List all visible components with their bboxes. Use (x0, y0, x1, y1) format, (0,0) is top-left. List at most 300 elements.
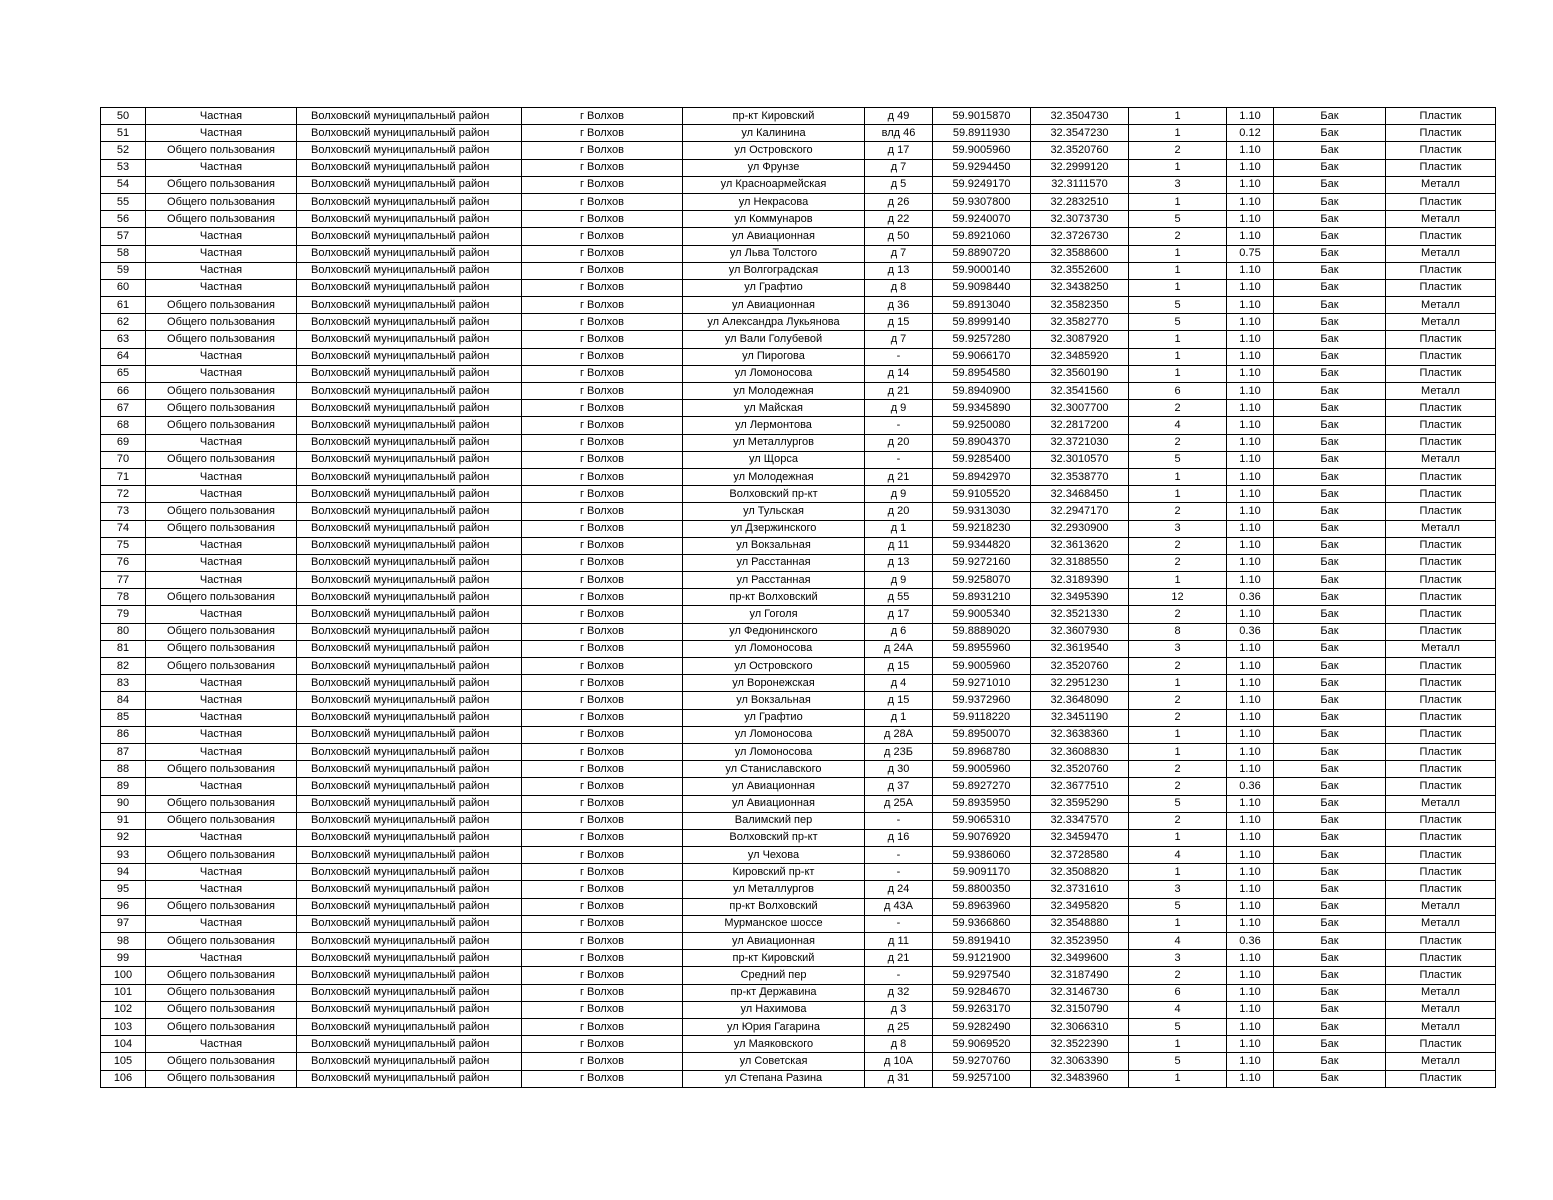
container-count-cell: 2 (1129, 606, 1227, 623)
latitude-cell: 59.9250080 (933, 417, 1031, 434)
district-cell: Волховский муниципальный район (297, 933, 522, 950)
material-cell: Пластик (1386, 606, 1496, 623)
volume-cell: 1.10 (1227, 761, 1274, 778)
volume-cell: 1.10 (1227, 537, 1274, 554)
container-type-cell: Бак (1274, 108, 1386, 125)
latitude-cell: 59.9344820 (933, 537, 1031, 554)
material-cell: Металл (1386, 915, 1496, 932)
longitude-cell: 32.3146730 (1031, 984, 1129, 1001)
street-cell: ул Щорса (683, 451, 865, 468)
table-row (101, 812, 1496, 829)
district-cell: Волховский муниципальный район (297, 795, 522, 812)
ownership-cell: Общего пользования (146, 1053, 297, 1070)
latitude-cell: 59.9257280 (933, 331, 1031, 348)
container-count-cell: 2 (1129, 658, 1227, 675)
table-row (101, 709, 1496, 726)
container-count-cell: 3 (1129, 881, 1227, 898)
house-cell: д 5 (865, 176, 933, 193)
row-number-cell: 69 (101, 434, 146, 451)
row-number-cell: 57 (101, 228, 146, 245)
table-row (101, 314, 1496, 331)
house-cell: д 28А (865, 726, 933, 743)
district-cell: Волховский муниципальный район (297, 193, 522, 210)
table-row (101, 864, 1496, 881)
container-type-cell: Бак (1274, 554, 1386, 571)
city-cell: г Волхов (522, 812, 683, 829)
district-cell: Волховский муниципальный район (297, 658, 522, 675)
district-cell: Волховский муниципальный район (297, 554, 522, 571)
street-cell: ул Авиационная (683, 795, 865, 812)
container-type-cell: Бак (1274, 451, 1386, 468)
container-count-cell: 1 (1129, 348, 1227, 365)
district-cell: Волховский муниципальный район (297, 537, 522, 554)
district-cell: Волховский муниципальный район (297, 228, 522, 245)
street-cell: ул Островского (683, 142, 865, 159)
volume-cell: 1.10 (1227, 211, 1274, 228)
volume-cell: 1.10 (1227, 383, 1274, 400)
longitude-cell: 32.3547230 (1031, 125, 1129, 142)
city-cell: г Волхов (522, 1070, 683, 1087)
city-cell: г Волхов (522, 1036, 683, 1053)
ownership-cell: Общего пользования (146, 314, 297, 331)
district-cell: Волховский муниципальный район (297, 125, 522, 142)
city-cell: г Волхов (522, 915, 683, 932)
street-cell: Волховский пр-кт (683, 486, 865, 503)
ownership-cell: Общего пользования (146, 967, 297, 984)
street-cell: Средний пер (683, 967, 865, 984)
house-cell: д 8 (865, 279, 933, 296)
container-type-cell: Бак (1274, 176, 1386, 193)
city-cell: г Волхов (522, 159, 683, 176)
house-cell: д 1 (865, 709, 933, 726)
table-row (101, 778, 1496, 795)
ownership-cell: Общего пользования (146, 417, 297, 434)
container-count-cell: 2 (1129, 709, 1227, 726)
city-cell: г Волхов (522, 434, 683, 451)
latitude-cell: 59.9307800 (933, 193, 1031, 210)
longitude-cell: 32.3538770 (1031, 468, 1129, 485)
longitude-cell: 32.3495820 (1031, 898, 1129, 915)
table-row (101, 881, 1496, 898)
container-count-cell: 1 (1129, 829, 1227, 846)
district-cell: Волховский муниципальный район (297, 761, 522, 778)
city-cell: г Волхов (522, 554, 683, 571)
table-row (101, 159, 1496, 176)
container-type-cell: Бак (1274, 193, 1386, 210)
table-body (101, 108, 1496, 1088)
district-cell: Волховский муниципальный район (297, 262, 522, 279)
district-cell: Волховский муниципальный район (297, 211, 522, 228)
longitude-cell: 32.3731610 (1031, 881, 1129, 898)
ownership-cell: Частная (146, 675, 297, 692)
volume-cell: 1.10 (1227, 279, 1274, 296)
table-row (101, 279, 1496, 296)
latitude-cell: 59.8955960 (933, 640, 1031, 657)
district-cell: Волховский муниципальный район (297, 881, 522, 898)
house-cell: д 3 (865, 1001, 933, 1018)
volume-cell: 1.10 (1227, 658, 1274, 675)
table-row (101, 984, 1496, 1001)
district-cell: Волховский муниципальный район (297, 520, 522, 537)
longitude-cell: 32.3066310 (1031, 1018, 1129, 1035)
city-cell: г Волхов (522, 984, 683, 1001)
row-number-cell: 50 (101, 108, 146, 125)
street-cell: ул Ломоносова (683, 726, 865, 743)
table-row (101, 434, 1496, 451)
material-cell: Пластик (1386, 692, 1496, 709)
volume-cell: 0.75 (1227, 245, 1274, 262)
row-number-cell: 94 (101, 864, 146, 881)
material-cell: Пластик (1386, 486, 1496, 503)
container-type-cell: Бак (1274, 279, 1386, 296)
row-number-cell: 88 (101, 761, 146, 778)
container-count-cell: 5 (1129, 898, 1227, 915)
street-cell: ул Волгоградская (683, 262, 865, 279)
row-number-cell: 58 (101, 245, 146, 262)
district-cell: Волховский муниципальный район (297, 829, 522, 846)
latitude-cell: 59.9284670 (933, 984, 1031, 1001)
latitude-cell: 59.9313030 (933, 503, 1031, 520)
table-row (101, 400, 1496, 417)
city-cell: г Волхов (522, 967, 683, 984)
container-count-cell: 2 (1129, 142, 1227, 159)
house-cell: д 15 (865, 692, 933, 709)
table-row (101, 967, 1496, 984)
city-cell: г Волхов (522, 726, 683, 743)
street-cell: ул Юрия Гагарина (683, 1018, 865, 1035)
ownership-cell: Частная (146, 262, 297, 279)
district-cell: Волховский муниципальный район (297, 640, 522, 657)
row-number-cell: 78 (101, 589, 146, 606)
row-number-cell: 93 (101, 847, 146, 864)
house-cell: д 25А (865, 795, 933, 812)
house-cell: - (865, 812, 933, 829)
table-row (101, 383, 1496, 400)
longitude-cell: 32.3468450 (1031, 486, 1129, 503)
container-count-cell: 6 (1129, 383, 1227, 400)
container-type-cell: Бак (1274, 383, 1386, 400)
latitude-cell: 59.9282490 (933, 1018, 1031, 1035)
street-cell: ул Графтио (683, 279, 865, 296)
volume-cell: 1.10 (1227, 486, 1274, 503)
container-count-cell: 1 (1129, 572, 1227, 589)
row-number-cell: 84 (101, 692, 146, 709)
table-row (101, 675, 1496, 692)
container-count-cell: 1 (1129, 331, 1227, 348)
city-cell: г Волхов (522, 262, 683, 279)
ownership-cell: Частная (146, 434, 297, 451)
longitude-cell: 32.3007700 (1031, 400, 1129, 417)
container-type-cell: Бак (1274, 348, 1386, 365)
ownership-cell: Частная (146, 108, 297, 125)
latitude-cell: 59.8904370 (933, 434, 1031, 451)
latitude-cell: 59.9285400 (933, 451, 1031, 468)
row-number-cell: 61 (101, 297, 146, 314)
latitude-cell: 59.8800350 (933, 881, 1031, 898)
longitude-cell: 32.3677510 (1031, 778, 1129, 795)
latitude-cell: 59.8968780 (933, 743, 1031, 760)
city-cell: г Волхов (522, 572, 683, 589)
city-cell: г Волхов (522, 400, 683, 417)
city-cell: г Волхов (522, 1053, 683, 1070)
material-cell: Пластик (1386, 709, 1496, 726)
latitude-cell: 59.9272160 (933, 554, 1031, 571)
volume-cell: 1.10 (1227, 606, 1274, 623)
table-row (101, 1053, 1496, 1070)
house-cell: д 25 (865, 1018, 933, 1035)
city-cell: г Волхов (522, 503, 683, 520)
ownership-cell: Частная (146, 881, 297, 898)
material-cell: Пластик (1386, 554, 1496, 571)
volume-cell: 1.10 (1227, 417, 1274, 434)
house-cell: д 32 (865, 984, 933, 1001)
row-number-cell: 65 (101, 365, 146, 382)
city-cell: г Волхов (522, 1018, 683, 1035)
material-cell: Пластик (1386, 572, 1496, 589)
city-cell: г Волхов (522, 606, 683, 623)
volume-cell: 1.10 (1227, 176, 1274, 193)
material-cell: Пластик (1386, 933, 1496, 950)
district-cell: Волховский муниципальный район (297, 348, 522, 365)
table-row (101, 537, 1496, 554)
row-number-cell: 100 (101, 967, 146, 984)
container-count-cell: 1 (1129, 486, 1227, 503)
volume-cell: 1.10 (1227, 692, 1274, 709)
district-cell: Волховский муниципальный район (297, 812, 522, 829)
street-cell: ул Калинина (683, 125, 865, 142)
longitude-cell: 32.3613620 (1031, 537, 1129, 554)
volume-cell: 1.10 (1227, 572, 1274, 589)
ownership-cell: Частная (146, 829, 297, 846)
street-cell: ул Расстанная (683, 572, 865, 589)
table-row (101, 898, 1496, 915)
street-cell: ул Ломоносова (683, 743, 865, 760)
longitude-cell: 32.3582770 (1031, 314, 1129, 331)
district-cell: Волховский муниципальный район (297, 572, 522, 589)
container-count-cell: 6 (1129, 984, 1227, 1001)
district-cell: Волховский муниципальный район (297, 692, 522, 709)
volume-cell: 1.10 (1227, 348, 1274, 365)
longitude-cell: 32.3721030 (1031, 434, 1129, 451)
city-cell: г Волхов (522, 176, 683, 193)
ownership-cell: Общего пользования (146, 933, 297, 950)
table-row (101, 606, 1496, 623)
material-cell: Металл (1386, 297, 1496, 314)
container-type-cell: Бак (1274, 572, 1386, 589)
row-number-cell: 99 (101, 950, 146, 967)
house-cell: д 16 (865, 829, 933, 846)
ownership-cell: Частная (146, 159, 297, 176)
ownership-cell: Частная (146, 365, 297, 382)
house-cell: д 21 (865, 468, 933, 485)
volume-cell: 1.10 (1227, 331, 1274, 348)
ownership-cell: Частная (146, 915, 297, 932)
table-row (101, 1070, 1496, 1087)
city-cell: г Волхов (522, 898, 683, 915)
street-cell: ул Ломоносова (683, 640, 865, 657)
house-cell: д 21 (865, 383, 933, 400)
container-count-cell: 2 (1129, 692, 1227, 709)
container-count-cell: 4 (1129, 933, 1227, 950)
city-cell: г Волхов (522, 795, 683, 812)
latitude-cell: 59.9345890 (933, 400, 1031, 417)
street-cell: Валимский пер (683, 812, 865, 829)
house-cell: - (865, 967, 933, 984)
container-type-cell: Бак (1274, 245, 1386, 262)
ownership-cell: Частная (146, 245, 297, 262)
volume-cell: 1.10 (1227, 847, 1274, 864)
material-cell: Металл (1386, 1053, 1496, 1070)
container-type-cell: Бак (1274, 503, 1386, 520)
longitude-cell: 32.3560190 (1031, 365, 1129, 382)
container-count-cell: 3 (1129, 176, 1227, 193)
street-cell: ул Фрунзе (683, 159, 865, 176)
district-cell: Волховский муниципальный район (297, 864, 522, 881)
city-cell: г Волхов (522, 486, 683, 503)
ownership-cell: Частная (146, 125, 297, 142)
container-count-cell: 1 (1129, 915, 1227, 932)
city-cell: г Волхов (522, 778, 683, 795)
container-count-cell: 1 (1129, 743, 1227, 760)
ownership-cell: Общего пользования (146, 193, 297, 210)
house-cell: д 23Б (865, 743, 933, 760)
material-cell: Пластик (1386, 125, 1496, 142)
container-type-cell: Бак (1274, 486, 1386, 503)
ownership-cell: Общего пользования (146, 761, 297, 778)
container-count-cell: 3 (1129, 520, 1227, 537)
container-count-cell: 5 (1129, 297, 1227, 314)
row-number-cell: 52 (101, 142, 146, 159)
container-count-cell: 1 (1129, 279, 1227, 296)
row-number-cell: 64 (101, 348, 146, 365)
material-cell: Пластик (1386, 537, 1496, 554)
district-cell: Волховский муниципальный район (297, 400, 522, 417)
material-cell: Пластик (1386, 159, 1496, 176)
district-cell: Волховский муниципальный район (297, 1053, 522, 1070)
district-cell: Волховский муниципальный район (297, 709, 522, 726)
container-count-cell: 5 (1129, 211, 1227, 228)
material-cell: Пластик (1386, 365, 1496, 382)
latitude-cell: 59.9091170 (933, 864, 1031, 881)
table-row (101, 658, 1496, 675)
district-cell: Волховский муниципальный район (297, 365, 522, 382)
row-number-cell: 68 (101, 417, 146, 434)
house-cell: д 11 (865, 933, 933, 950)
house-cell: д 17 (865, 142, 933, 159)
city-cell: г Волхов (522, 761, 683, 778)
district-cell: Волховский муниципальный район (297, 468, 522, 485)
district-cell: Волховский муниципальный район (297, 898, 522, 915)
row-number-cell: 106 (101, 1070, 146, 1087)
street-cell: ул Воронежская (683, 675, 865, 692)
longitude-cell: 32.3648090 (1031, 692, 1129, 709)
ownership-cell: Общего пользования (146, 520, 297, 537)
container-type-cell: Бак (1274, 159, 1386, 176)
house-cell: д 55 (865, 589, 933, 606)
material-cell: Пластик (1386, 675, 1496, 692)
longitude-cell: 32.3608830 (1031, 743, 1129, 760)
latitude-cell: 59.9218230 (933, 520, 1031, 537)
house-cell: д 10А (865, 1053, 933, 1070)
district-cell: Волховский муниципальный район (297, 1036, 522, 1053)
district-cell: Волховский муниципальный район (297, 503, 522, 520)
volume-cell: 1.10 (1227, 193, 1274, 210)
container-type-cell: Бак (1274, 211, 1386, 228)
latitude-cell: 59.9372960 (933, 692, 1031, 709)
latitude-cell: 59.9257100 (933, 1070, 1031, 1087)
district-cell: Волховский муниципальный район (297, 176, 522, 193)
container-type-cell: Бак (1274, 881, 1386, 898)
street-cell: ул Молодежная (683, 468, 865, 485)
latitude-cell: 59.9005960 (933, 142, 1031, 159)
material-cell: Пластик (1386, 743, 1496, 760)
material-cell: Пластик (1386, 812, 1496, 829)
street-cell: ул Маяковского (683, 1036, 865, 1053)
street-cell: ул Майская (683, 400, 865, 417)
street-cell: ул Авиационная (683, 228, 865, 245)
city-cell: г Волхов (522, 743, 683, 760)
row-number-cell: 83 (101, 675, 146, 692)
city-cell: г Волхов (522, 314, 683, 331)
container-type-cell: Бак (1274, 1036, 1386, 1053)
volume-cell: 1.10 (1227, 451, 1274, 468)
ownership-cell: Общего пользования (146, 1001, 297, 1018)
longitude-cell: 32.3504730 (1031, 108, 1129, 125)
material-cell: Пластик (1386, 468, 1496, 485)
table-row (101, 331, 1496, 348)
container-type-cell: Бак (1274, 125, 1386, 142)
row-number-cell: 96 (101, 898, 146, 915)
street-cell: пр-кт Волховский (683, 898, 865, 915)
street-cell: ул Пирогова (683, 348, 865, 365)
container-type-cell: Бак (1274, 1053, 1386, 1070)
longitude-cell: 32.3499600 (1031, 950, 1129, 967)
container-type-cell: Бак (1274, 1001, 1386, 1018)
latitude-cell: 59.8890720 (933, 245, 1031, 262)
latitude-cell: 59.8911930 (933, 125, 1031, 142)
container-count-cell: 5 (1129, 451, 1227, 468)
table-row (101, 262, 1496, 279)
street-cell: ул Станиславского (683, 761, 865, 778)
table-row (101, 915, 1496, 932)
longitude-cell: 32.3552600 (1031, 262, 1129, 279)
table-row (101, 950, 1496, 967)
longitude-cell: 32.2930900 (1031, 520, 1129, 537)
container-type-cell: Бак (1274, 812, 1386, 829)
latitude-cell: 59.8889020 (933, 623, 1031, 640)
longitude-cell: 32.3495390 (1031, 589, 1129, 606)
table-row (101, 1001, 1496, 1018)
ownership-cell: Общего пользования (146, 795, 297, 812)
district-cell: Волховский муниципальный район (297, 915, 522, 932)
ownership-cell: Частная (146, 572, 297, 589)
container-type-cell: Бак (1274, 142, 1386, 159)
ownership-cell: Общего пользования (146, 142, 297, 159)
material-cell: Металл (1386, 898, 1496, 915)
material-cell: Металл (1386, 640, 1496, 657)
street-cell: ул Тульская (683, 503, 865, 520)
longitude-cell: 32.3483960 (1031, 1070, 1129, 1087)
street-cell: ул Вали Голубевой (683, 331, 865, 348)
city-cell: г Волхов (522, 142, 683, 159)
row-number-cell: 72 (101, 486, 146, 503)
row-number-cell: 80 (101, 623, 146, 640)
street-cell: Мурманское шоссе (683, 915, 865, 932)
latitude-cell: 59.9240070 (933, 211, 1031, 228)
material-cell: Пластик (1386, 847, 1496, 864)
house-cell: д 9 (865, 572, 933, 589)
container-count-cell: 5 (1129, 1018, 1227, 1035)
